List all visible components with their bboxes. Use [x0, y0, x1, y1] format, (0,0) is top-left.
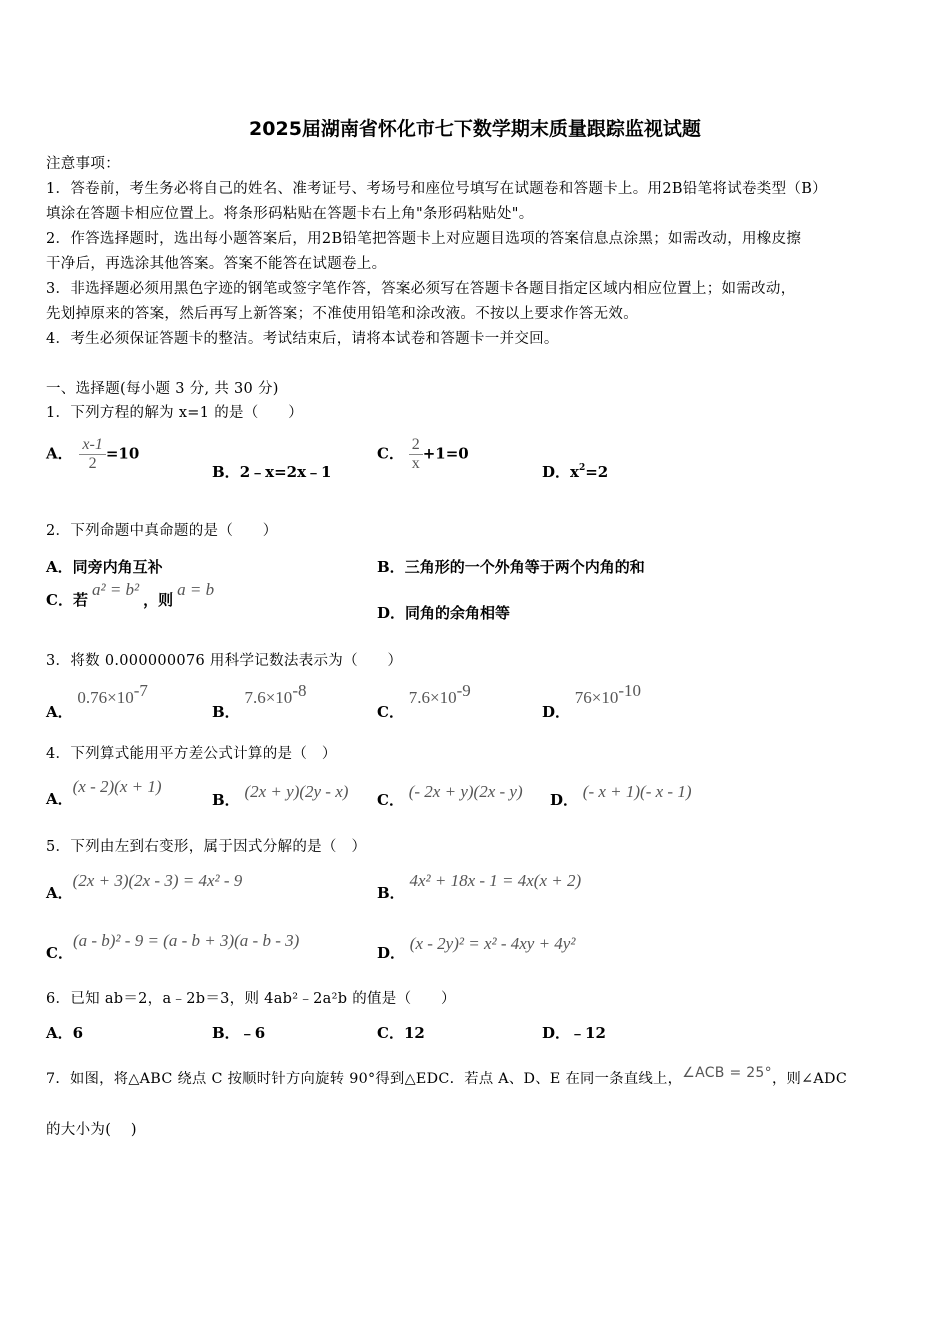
question-3-stem: 3．将数 0.000000076 用科学记数法表示为（ ）	[46, 653, 403, 669]
notice-line: 2．作答选择题时，选出每小题答案后，用2B铅笔把答题卡上对应题目选项的答案信息点涂黑；如需改动，用橡皮擦	[46, 231, 802, 247]
notice-heading: 注意事项：	[46, 156, 120, 172]
section-heading: 一、选择题(每小题 3 分, 共 30 分)	[46, 381, 279, 397]
q4-option-c: C． (- 2x + y)(2x - y)	[377, 782, 523, 809]
q6-option-a: A．6	[46, 1024, 84, 1042]
q3-option-b: B． $7.6\times 10^{-8}$	[212, 681, 307, 721]
notice-line: 干净后，再选涂其他答案。答案不能答在试题卷上。	[46, 256, 387, 272]
notice-line: 1．答卷前，考生务必将自己的姓名、准考证号、考场号和座位号填写在试题卷和答题卡上。用2B铅笔将试卷类型（B）	[46, 181, 827, 197]
question-1-stem: 1．下列方程的解为 x=1 的是（ ）	[46, 405, 303, 421]
q5-option-b: B． 4x² + 18x - 1 = 4x(x + 2)	[377, 871, 582, 902]
q3-option-d: D． $76\times 10^{-10}$	[542, 681, 642, 721]
question-6-stem: 6．已知 ab＝2，a﹣2b＝3，则 4ab²﹣2a²b 的值是（ ）	[46, 991, 456, 1007]
q1-option-b: B．2﹣x=2x﹣1	[212, 463, 332, 481]
q6-option-d: D．﹣12	[542, 1024, 606, 1042]
q1-option-d: D．$x^2=2$	[542, 463, 609, 481]
q4-option-a: A．(x - 2)(x + 1)	[46, 777, 162, 808]
q5-option-c: C．(a - b)² - 9 = (a - b + 3)(a - b - 3)	[46, 931, 300, 962]
q6-option-b: B．﹣6	[212, 1024, 266, 1042]
question-4-stem: 4．下列算式能用平方差公式计算的是（ ）	[46, 746, 337, 762]
q1-option-c: C． $\frac{2}{x}$ +1=0	[377, 436, 469, 472]
q2-option-c: C．若a² = b²，则a = b	[46, 580, 215, 609]
q3-option-c: C． $7.6\times 10^{-9}$	[377, 681, 471, 721]
q5-option-d: D． (x - 2y)² = x² - 4xy + 4y²	[377, 934, 576, 962]
notice-line: 3．非选择题必须用黑色字迹的钢笔或签字笔作答，答案必须写在答题卡各题目指定区域内相应位置上；如需改动，	[46, 281, 796, 297]
q1-option-a: A． $\frac{x-1}{2}$ =10	[46, 436, 140, 472]
q2-option-b: B．三角形的一个外角等于两个内角的和	[377, 558, 645, 576]
q6-option-c: C．12	[377, 1024, 425, 1042]
page-title: 2025届湖南省怀化市七下数学期末质量跟踪监视试题	[249, 118, 701, 140]
notice-line: 填涂在答题卡相应位置上。将条形码粘贴在答题卡右上角"条形码粘贴处"。	[46, 206, 534, 222]
q2-option-d: D．同角的余角相等	[377, 604, 511, 622]
notice-line: 4．考生必须保证答题卡的整洁。考试结束后，请将本试卷和答题卡一并交回。	[46, 331, 559, 347]
q3-option-a: A． $0.76\times 10^{-7}$	[46, 681, 148, 721]
question-2-stem: 2．下列命题中真命题的是（ ）	[46, 523, 278, 539]
q2-option-a: A．同旁内角互补	[46, 558, 163, 576]
question-7-line2: 的大小为( )	[46, 1122, 137, 1138]
q4-option-b: B． (2x + y)(2y - x)	[212, 782, 349, 809]
q5-option-a: A．(2x + 3)(2x - 3) = 4x² - 9	[46, 871, 243, 902]
notice-line: 先划掉原来的答案，然后再写上新答案；不准使用铅笔和涂改液。不按以上要求作答无效。	[46, 306, 638, 322]
q4-option-d: D． (- x + 1)(- x - 1)	[550, 782, 692, 809]
question-5-stem: 5．下列由左到右变形，属于因式分解的是（ ）	[46, 839, 367, 855]
question-7-stem: 7．如图，将△ABC 绕点 C 按顺时针方向旋转 90°得到△EDC．若点 A、D、E 在同一条直线上，∠ACB = 25°，则∠ADC	[46, 1065, 848, 1087]
